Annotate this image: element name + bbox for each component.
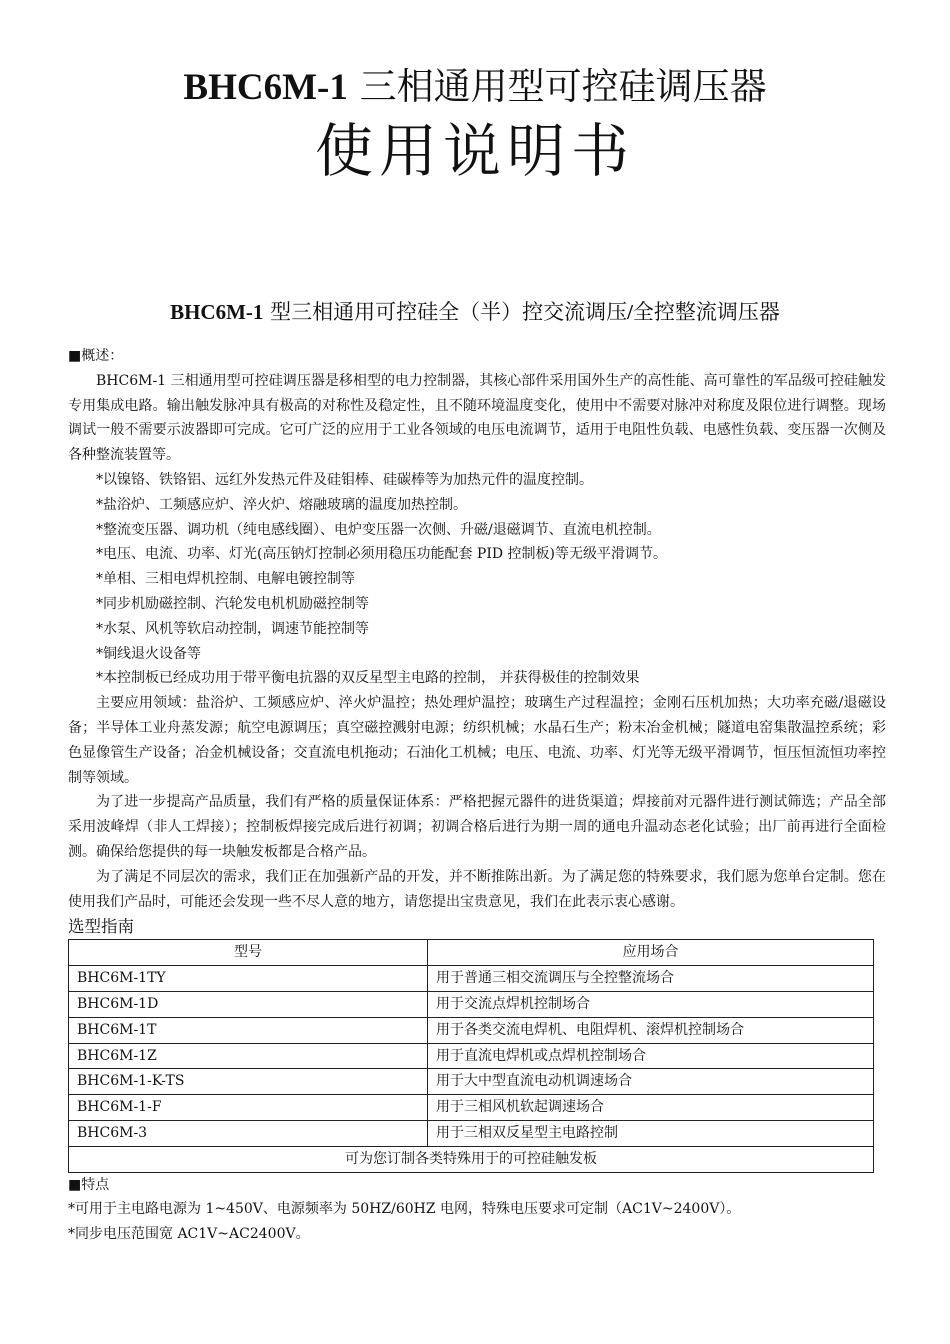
application-item: *铜线退火设备等 — [96, 645, 201, 662]
manual-title: 使用说明书 — [314, 117, 635, 185]
document-body — [68, 344, 886, 1247]
title-model: BHC6M-1 — [183, 67, 348, 108]
subtitle-text-2: 全控整流调压器 — [632, 300, 780, 324]
use-cell: 用于直流电焊机或点焊机控制场合 — [428, 1043, 874, 1069]
column-header-model: 型号 — [69, 940, 428, 966]
subtitle-slash: / — [627, 300, 633, 324]
application-item: *单相、三相电焊机控制、电解电镀控制等 — [96, 571, 355, 588]
application-item: *以镍铬、铁铬铝、远红外发热元件及硅钼棒、硅碳棒等为加热元件的温度控制。 — [96, 471, 593, 488]
table-footer-cell: 可为您订制各类特殊用于的可控硅触发板 — [69, 1146, 874, 1172]
selection-guide-heading: 选型指南 — [68, 917, 134, 937]
use-cell: 用于三相风机软起调速场合 — [428, 1095, 874, 1121]
table-row — [69, 1043, 874, 1069]
table-row — [69, 991, 874, 1017]
use-cell: 用于大中型直流电动机调速场合 — [428, 1069, 874, 1095]
applications-paragraph: 主要应用领域：盐浴炉、工频感应炉、淬火炉温控；热处理炉温控；玻璃生产过程温控；金刚石压机加热；大功率充磁/退磁设备；半导体工业舟蒸发源；航空电源调压；真空磁控溅射电源；纺织机械；水晶石生产；粉末冶金机械；隧道电窑集散温控系统；彩色显像管生产设备；冶金机械设备；交直流电机拖动；石油化工机械；电压、电流、功率、灯光等无级平滑调节，恒压恒流恒功率控制等领域。 — [68, 695, 886, 786]
model-cell: BHC6M-3 — [69, 1120, 428, 1146]
model-cell: BHC6M-1Z — [69, 1043, 428, 1069]
application-item: *水泵、风机等软启动控制，调速节能控制等 — [96, 620, 369, 637]
quality-paragraph: 为了进一步提高产品质量，我们有严格的质量保证体系：严格把握元器件的进货渠道；焊接前对元器件进行测试筛选；产品全部采用波峰焊（非人工焊接）；控制板焊接完成后进行初调；初调合格后进行为期一周的通电升温动态老化试验；出厂前再进行全面检测。确保给您提供的每一块触发板都是合格产品。 — [68, 794, 886, 860]
feature-item: *可用于主电路电源为 1~450V、电源频率为 50HZ/60HZ 电网，特殊电压要求可定制（AC1V~2400V）。 — [68, 1201, 741, 1218]
use-cell: 用于普通三相交流调压与全控整流场合 — [428, 966, 874, 992]
table-row — [69, 1095, 874, 1121]
selection-guide-table — [68, 939, 874, 1172]
use-cell: 用于交流点焊机控制场合 — [428, 991, 874, 1017]
table-row — [69, 1120, 874, 1146]
use-cell: 用于三相双反星型主电路控制 — [428, 1120, 874, 1146]
feature-item: *同步电压范围宽 AC1V~AC2400V。 — [68, 1226, 310, 1243]
table-row — [69, 966, 874, 992]
table-footer-row — [69, 1146, 874, 1172]
overview-intro: BHC6M-1 三相通用型可控硅调压器是移相型的电力控制器，其核心部件采用国外生产的高性能、高可靠性的军品级可控硅触发专用集成电路。输出触发脉冲具有极高的对称性及稳定性，且不随环境温度变化，使用中不需要对脉冲对称度及限位进行调整。现场调试一般不需要示波器即可完成。它可广泛的应用于工业各领域的电压电流调节，适用于电阻性负载、电感性负载、变压器一次侧及各种整流装置等。 — [68, 372, 886, 464]
model-cell: BHC6M-1-F — [69, 1095, 428, 1121]
column-header-use: 应用场合 — [428, 940, 874, 966]
application-item: *电压、电流、功率、灯光(高压钠灯控制必须用稳压功能配套 PID 控制板)等无级平滑调节。 — [96, 546, 667, 563]
subtitle-text-1: 型三相通用可控硅全（半）控交流调压 — [263, 300, 628, 324]
features-heading: ■特点 — [68, 1176, 110, 1193]
application-item: *盐浴炉、工频感应炉、淬火炉、熔融玻璃的温度加热控制。 — [96, 496, 467, 513]
table-row — [69, 1069, 874, 1095]
model-cell: BHC6M-1-K-TS — [69, 1069, 428, 1095]
overview-heading: ■概述： — [68, 348, 124, 364]
model-cell: BHC6M-1T — [69, 1017, 428, 1043]
model-cell: BHC6M-1D — [69, 991, 428, 1017]
title-product-name: 三相通用型可控硅调压器 — [347, 65, 767, 108]
subtitle-model: BHC6M-1 — [170, 300, 264, 324]
table-row — [69, 1017, 874, 1043]
model-cell: BHC6M-1TY — [69, 966, 428, 992]
application-item: *本控制板已经成功用于带平衡电抗器的双反星型主电路的控制， 并获得极佳的控制效果 — [96, 670, 640, 687]
custom-paragraph: 为了满足不同层次的需求，我们正在加强新产品的开发，并不断推陈出新。为了满足您的特殊要求，我们愿为您单台定制。您在使用我们产品时，可能还会发现一些不尽人意的地方，请您提出宝贵意见，我们在此表示衷心感谢。 — [68, 868, 886, 910]
document-title — [0, 62, 950, 113]
table-header-row — [69, 940, 874, 966]
application-item: *同步机励磁控制、汽轮发电机机励磁控制等 — [96, 595, 369, 612]
application-item: *整流变压器、调功机（纯电感线圈）、电炉变压器一次侧、升磁/退磁调节、直流电机控制。 — [96, 521, 661, 538]
use-cell: 用于各类交流电焊机、电阻焊机、滚焊机控制场合 — [428, 1017, 874, 1043]
document-subtitle — [0, 296, 950, 328]
